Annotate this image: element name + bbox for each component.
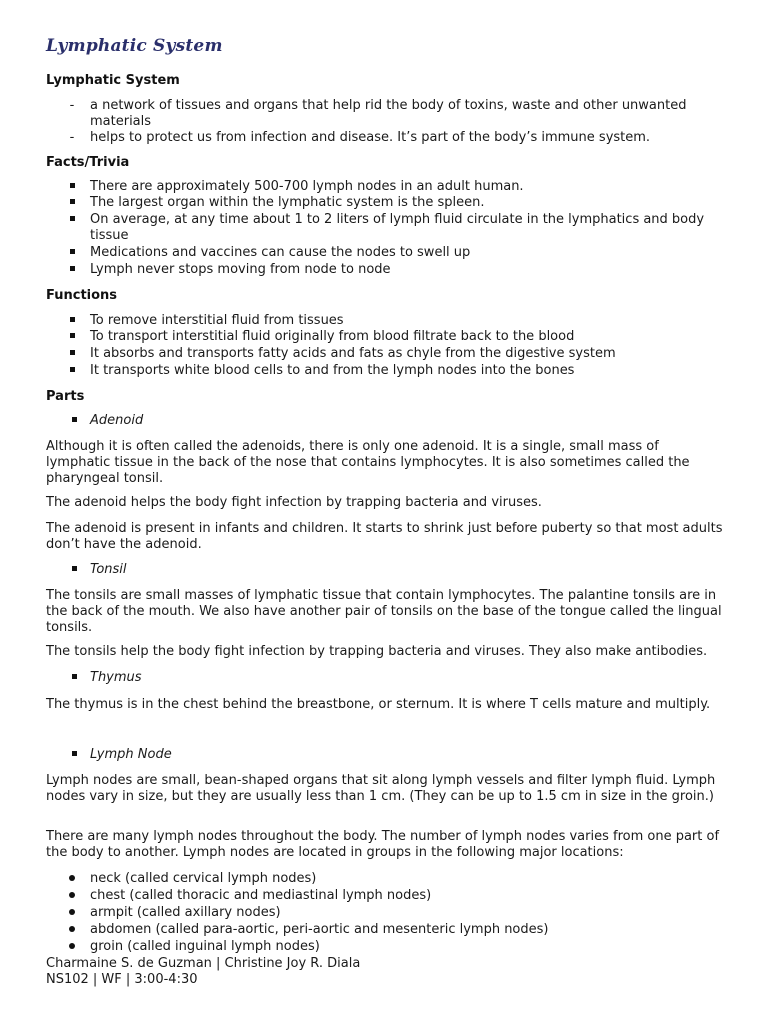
list-item: - helps to protect us from infection and disease. It’s part of the body’s immune system. [46,130,726,146]
paragraph: There are many lymph nodes throughout the body. The number of lymph nodes varies from one part of the body to another. Lymph nodes are located in groups in the following major locations: [46,829,720,860]
list-item: The largest organ within the lymphatic system is the spleen. [46,195,726,211]
paragraph: Although it is often called the adenoids, there is only one adenoid. It is a single, small mass of lymphatic tissue in the back of the nose that contains lymphocytes. It is also sometimes called the pharyngeal tonsil. [46,439,690,486]
list-item: abdomen (called para-aortic, peri-aortic and mesenteric lymph nodes) [46,922,726,938]
part-heading-lymph-node: Lymph Node [46,747,172,763]
square-bullet-icon [72,751,77,756]
paragraph: The thymus is in the chest behind the breastbone, or sternum. It is where T cells mature and multiply. [46,697,711,712]
round-bullet-icon [69,909,75,915]
section-heading-lymphatic-system: Lymphatic System [46,73,180,88]
list-item: Lymph never stops moving from node to node [46,262,726,278]
footer-authors: Charmaine S. de Guzman | Christine Joy R. Diala [46,956,361,971]
list-item: armpit (called axillary nodes) [46,905,726,921]
paragraph: Lymph nodes are small, bean-shaped organs that sit along lymph vessels and filter lymph fluid. Lymph nodes vary in size, but they are usually less than 1 cm. (They can be up to 1.5 cm in size in the groin.) [46,773,716,804]
section-heading-functions: Functions [46,288,118,303]
square-bullet-icon [70,350,75,355]
round-bullet-icon [69,892,75,898]
square-bullet-icon [70,249,75,254]
square-bullet-icon [72,674,77,679]
list-item: It transports white blood cells to and from the lymph nodes into the bones [46,363,726,379]
round-bullet-icon [69,875,75,881]
square-bullet-icon [72,566,77,571]
part-heading-tonsil: Tonsil [46,562,127,578]
square-bullet-icon [70,333,75,338]
paragraph: The tonsils help the body fight infection by trapping bacteria and viruses. They also make antibodies. [46,644,708,659]
part-heading-thymus: Thymus [46,670,142,686]
square-bullet-icon [70,266,75,271]
square-bullet-icon [70,216,75,221]
list-item: Medications and vaccines can cause the nodes to swell up [46,245,726,261]
section-heading-facts: Facts/Trivia [46,155,130,170]
list-item: There are approximately 500-700 lymph nodes in an adult human. [46,179,726,195]
list-item: - a network of tissues and organs that help rid the body of toxins, waste and other unwanted materials [46,98,726,130]
list-item: groin (called inguinal lymph nodes) [46,939,726,955]
square-bullet-icon [70,367,75,372]
square-bullet-icon [70,317,75,322]
list-item: It absorbs and transports fatty acids and fats as chyle from the digestive system [46,346,726,362]
dash-bullet: - [69,130,75,145]
footer-course: NS102 | WF | 3:00-4:30 [46,972,198,987]
part-heading-adenoid: Adenoid [46,413,143,429]
list-item: chest (called thoracic and mediastinal lymph nodes) [46,888,726,904]
square-bullet-icon [70,183,75,188]
section-heading-parts: Parts [46,389,85,404]
paragraph: The adenoid is present in infants and children. It starts to shrink just before puberty so that most adults don’t have the adenoid. [46,521,723,552]
list-item: neck (called cervical lymph nodes) [46,871,726,887]
round-bullet-icon [69,943,75,949]
paragraph: The adenoid helps the body fight infection by trapping bacteria and viruses. [46,495,542,510]
round-bullet-icon [69,926,75,932]
square-bullet-icon [72,417,77,422]
document-title: Lymphatic System [46,36,223,56]
dash-bullet: - [69,98,75,113]
list-item: To remove interstitial fluid from tissues [46,313,726,329]
paragraph: The tonsils are small masses of lymphatic tissue that contain lymphocytes. The palantine tonsils are in the back of the mouth. We also have another pair of tonsils on the base of the tongue called the lingual tonsils. [46,588,722,635]
list-item: On average, at any time about 1 to 2 liters of lymph fluid circulate in the lymphatics and body tissue [46,212,726,244]
square-bullet-icon [70,199,75,204]
list-item: To transport interstitial fluid originally from blood filtrate back to the blood [46,329,726,345]
